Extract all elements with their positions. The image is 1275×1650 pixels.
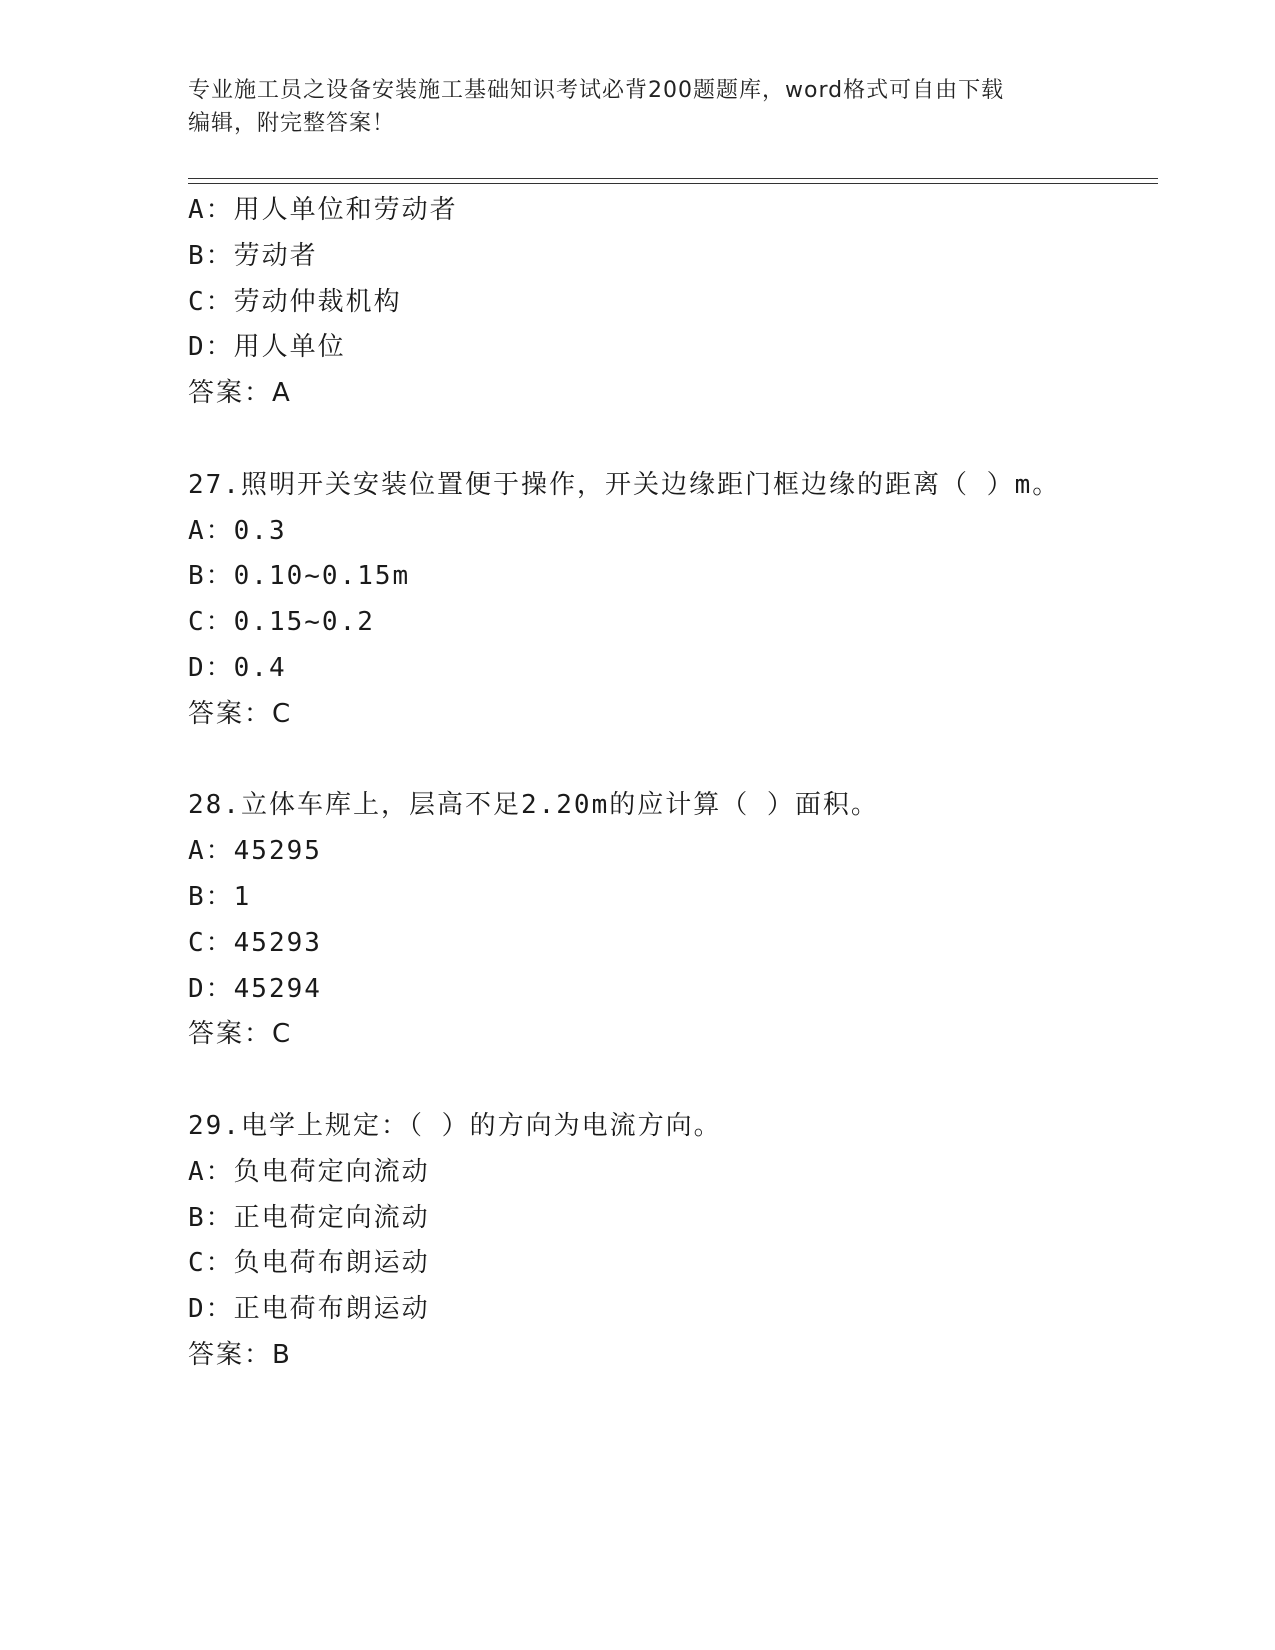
spacer <box>188 738 1168 784</box>
question-text: 电学上规定：（ ）的方向为电流方向。 <box>240 1110 722 1141</box>
option-a: A：0.3 <box>188 515 287 546</box>
option-b: B：0.10~0.15m <box>188 561 411 592</box>
option-c: C：负电荷布朗运动 <box>188 1248 430 1279</box>
option-b: B：1 <box>188 881 252 912</box>
header-title-line-1: 专业施工员之设备安装施工基础知识考试必背200题题库，word格式可自由下载 <box>188 78 1005 103</box>
option-b: B：劳动者 <box>188 240 318 271</box>
option-d: D：正电荷布朗运动 <box>188 1294 430 1325</box>
answer-text: 答案：C <box>188 1019 293 1050</box>
option-d: D：用人单位 <box>188 332 346 363</box>
spacer <box>188 1058 1168 1104</box>
question-number: 29. <box>188 1110 241 1141</box>
page-header <box>188 74 1088 140</box>
header-divider-top <box>188 178 1158 179</box>
answer-text: 答案：C <box>188 698 293 729</box>
header-divider-bottom <box>188 183 1158 184</box>
option-a: A：负电荷定向流动 <box>188 1156 430 1187</box>
question-28 <box>188 783 1168 1058</box>
question-29 <box>188 1104 1168 1379</box>
spacer <box>188 417 1168 463</box>
option-a: A：45295 <box>188 836 322 867</box>
question-text: 照明开关安装位置便于操作，开关边缘距门框边缘的距离（ ）m。 <box>240 469 1061 500</box>
option-c: C：0.15~0.2 <box>188 607 375 638</box>
option-c: C：45293 <box>188 927 322 958</box>
option-a: A：用人单位和劳动者 <box>188 195 458 225</box>
option-d: D：45294 <box>188 973 322 1004</box>
question-list <box>188 188 1168 1379</box>
header-title-line-2: 编辑，附完整答案！ <box>188 111 396 136</box>
answer-text: 答案：A <box>188 378 292 409</box>
option-c: C：劳动仲裁机构 <box>188 286 402 317</box>
option-b: B：正电荷定向流动 <box>188 1202 430 1233</box>
question-number: 28. <box>188 790 241 821</box>
question-26-options <box>188 188 1168 417</box>
option-d: D：0.4 <box>188 652 287 683</box>
question-text: 立体车库上，层高不足2.20m的应计算（ ）面积。 <box>240 790 879 821</box>
answer-text: 答案：B <box>188 1339 292 1370</box>
question-stem <box>188 463 1168 509</box>
question-number: 27. <box>188 469 241 500</box>
question-stem <box>188 1104 1168 1150</box>
question-27 <box>188 463 1168 738</box>
question-stem <box>188 783 1168 829</box>
